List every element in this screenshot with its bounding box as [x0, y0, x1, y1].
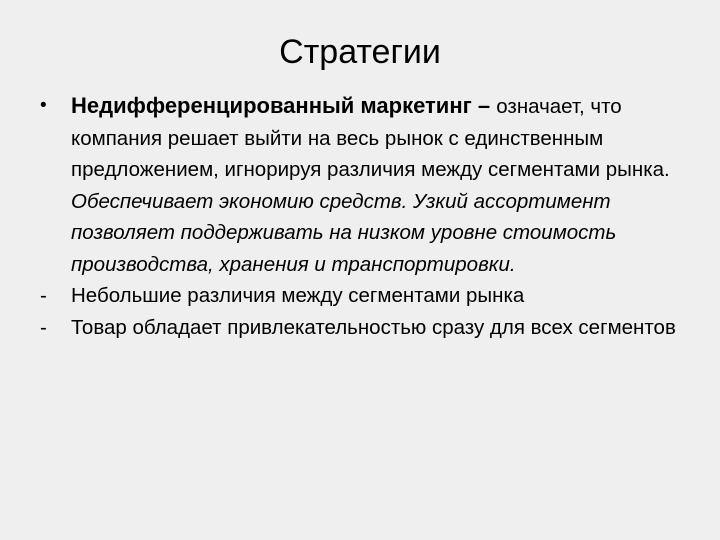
dash-item-2 [34, 312, 684, 344]
bullet-marker: • [40, 95, 47, 116]
bullet-lead: Недифференцированный маркетинг [71, 93, 472, 118]
bullet-italic-text: Обеспечивает экономию средств. Узкий ассортимент позволяет поддерживать на низком уровне стоимость производства, хранения и транспортировки. [71, 189, 617, 276]
dash-item-text: Товар обладает привлекательностью сразу для всех сегментов [71, 315, 676, 339]
dash-item-text: Небольшие различия между сегментами рынка [71, 284, 525, 307]
dash-marker: - [40, 284, 47, 307]
bullet-item-main [34, 90, 684, 280]
bullet-text: означает, что компания решает выйти на весь рынок с единственным предложением, игнорируя различия между сегментами рынка. [71, 95, 670, 181]
bullet-separator: – [471, 93, 497, 118]
dash-marker: - [40, 315, 47, 339]
slide-body [34, 90, 684, 343]
slide-title: Стратегии [279, 33, 441, 71]
dash-item-1 [34, 280, 684, 312]
